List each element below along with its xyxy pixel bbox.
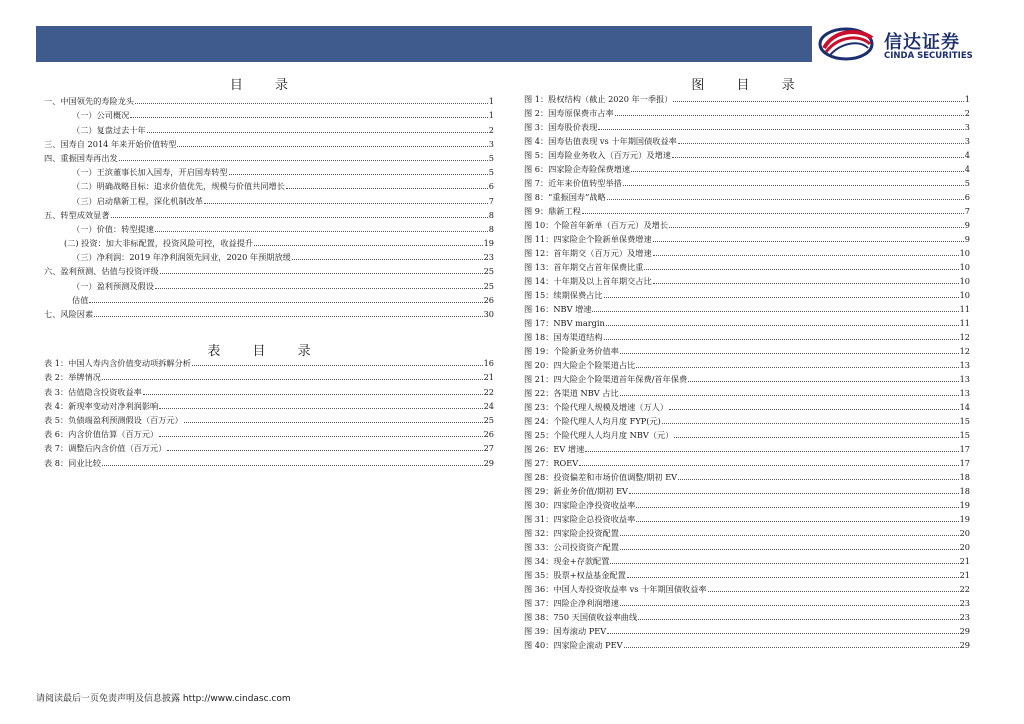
dot-leader — [678, 143, 964, 144]
toc-entry-page: 24 — [483, 400, 494, 411]
toc-entry-page: 12 — [959, 332, 970, 342]
toc-entry-page: 16 — [483, 358, 494, 369]
toc-entry-page: 3 — [964, 136, 970, 146]
toc-entry-page: 13 — [959, 360, 970, 370]
dot-leader — [631, 171, 964, 172]
toc-entry-label: 表 8：同业比较 — [44, 457, 101, 468]
toc-entry-label: 表 4：新现率变动对净利润影响 — [44, 400, 159, 411]
dot-leader — [669, 227, 964, 228]
dot-leader — [167, 450, 482, 451]
toc-entry-page: 14 — [959, 402, 970, 412]
dot-leader — [135, 103, 488, 104]
toc-entry[interactable] — [524, 244, 970, 258]
dot-leader — [620, 549, 959, 550]
toc-entry[interactable] — [524, 454, 970, 468]
toc-entry-label: 图 33：公司投资资产配置 — [524, 542, 619, 552]
dot-leader — [89, 302, 482, 303]
dot-leader — [160, 273, 483, 274]
toc-entry[interactable] — [524, 216, 970, 230]
toc-entry-label: （二）复盘过去十年 — [72, 124, 146, 135]
toc-entry[interactable] — [44, 120, 494, 134]
toc-entry[interactable] — [524, 580, 970, 594]
header-bar — [36, 26, 812, 62]
dot-leader — [102, 465, 483, 466]
toc-entry[interactable] — [524, 188, 970, 202]
toc-entry[interactable] — [524, 482, 970, 496]
toc-entry-page: 19 — [483, 238, 494, 249]
toc-entry-page: 3 — [964, 122, 970, 132]
toc-entry-label: 图 5：国寿险业务收入（百万元）及增速 — [524, 150, 671, 160]
toc-entry-label: 图 40：四家险企滚动 PEV — [524, 640, 623, 650]
dot-leader — [592, 311, 958, 312]
toc-entry-page: 2 — [488, 124, 494, 135]
dot-leader — [111, 217, 488, 218]
dot-leader — [155, 231, 488, 232]
toc-entry[interactable] — [524, 440, 970, 454]
toc-entry[interactable] — [524, 132, 970, 146]
dot-leader — [254, 245, 482, 246]
toc-entry-label: 图 18：国寿渠道结构 — [524, 332, 603, 342]
toc-entry-page: 23 — [483, 252, 494, 263]
toc-entry[interactable] — [524, 118, 970, 132]
toc-entry-page: 26 — [483, 429, 494, 440]
dot-leader — [623, 185, 964, 186]
toc-entry-label: 图 24：个险代理人人均月度 FYP(元) — [524, 416, 661, 426]
toc-entry[interactable] — [524, 356, 970, 370]
toc-entry[interactable] — [44, 382, 494, 396]
toc-entry-page: 15 — [959, 430, 970, 440]
dot-leader — [627, 577, 959, 578]
dot-leader — [653, 283, 959, 284]
toc-entry[interactable] — [524, 314, 970, 328]
toc-entry-label: 七、风险因素 — [44, 309, 94, 319]
toc-entry[interactable] — [524, 160, 970, 174]
toc-entry-label: 图 1：股权结构（截止 2020 年一季报） — [524, 94, 673, 104]
toc-entry[interactable] — [524, 552, 970, 566]
toc-entry[interactable] — [524, 608, 970, 622]
dot-leader — [159, 408, 482, 409]
toc-entry[interactable] — [44, 248, 494, 262]
toc-entry-page: 8 — [488, 209, 494, 220]
toc-entry-page: 10 — [959, 276, 970, 286]
toc-entry-page: 13 — [959, 388, 970, 398]
toc-entry-label: 图 19：个险新业务价值率 — [524, 346, 619, 356]
toc-entry-page: 10 — [959, 248, 970, 258]
toc-entry-page: 26 — [483, 294, 494, 305]
toc-entry-label: 表 5：负债端盈利预测假设（百万元） — [44, 414, 183, 425]
dot-leader — [119, 160, 488, 161]
toc-entry-label: （一）盈利预测及假设 — [72, 280, 154, 291]
toc-entry-page: 1 — [488, 96, 494, 107]
toc-entry-page: 21 — [483, 372, 494, 383]
toc-entry-page: 10 — [959, 262, 970, 272]
toc-entry[interactable] — [524, 258, 970, 272]
dot-leader — [585, 451, 958, 452]
toc-entry-label: 表 7：调整后内含价值（百万元） — [44, 443, 167, 454]
toc-entry-page: 6 — [964, 192, 970, 202]
toc-entry-page: 2 — [964, 108, 970, 118]
toc-entry[interactable] — [44, 305, 494, 319]
cinda-logo — [818, 22, 1008, 64]
toc-entry-label: 图 32：四家险企投资配置 — [524, 528, 619, 538]
toc-entry-label: 表 6：内含价值估算（百万元） — [44, 429, 159, 440]
toc-entry-label: 图 39：国寿滚动 PEV — [524, 626, 607, 636]
toc-entry-label: 图 13：首年期交占首年保费比重 — [524, 262, 644, 272]
toc-entry-label: 图 35：股票+权益基金配置 — [524, 570, 626, 580]
toc-entry-page: 1 — [488, 110, 494, 121]
toc-entry[interactable] — [44, 411, 494, 425]
dot-leader — [598, 129, 963, 130]
tables-toc-title: 表 目 录 — [207, 344, 325, 359]
toc-entry-label: 一、中国领先的寿险龙头 — [44, 96, 135, 107]
toc-entry[interactable] — [524, 636, 970, 650]
figures-toc-title: 图 目 录 — [691, 78, 809, 93]
toc-entry-label: 图 11：四家险企个险新单保费增速 — [524, 234, 652, 244]
toc-entry-label: 三、国寿自 2014 年来开始价值转型 — [44, 138, 177, 149]
toc-entry[interactable] — [44, 453, 494, 467]
toc-entry-label: 图 17：NBV margin — [524, 318, 605, 328]
toc-entry[interactable] — [44, 439, 494, 453]
toc-entry-page: 15 — [959, 416, 970, 426]
toc-entry-label: 图 2：国寿原保费市占率 — [524, 108, 614, 118]
dot-leader — [607, 199, 964, 200]
dot-leader — [582, 213, 964, 214]
dot-leader — [629, 493, 959, 494]
toc-entry-label: 图 34：现金+存款配置 — [524, 556, 610, 566]
footer-disclaimer[interactable]: 请阅读最后一页免责声明及信息披露 http://www.cindasc.com — [36, 694, 291, 704]
toc-entry-label: 图 20：四大险企个险渠道占比 — [524, 360, 636, 370]
toc-entry-label: 图 22：各渠道 NBV 占比 — [524, 388, 619, 398]
toc-entry-label: 图 29：新业务价值/期初 EV — [524, 486, 628, 496]
toc-entry[interactable] — [44, 234, 494, 248]
toc-entry[interactable] — [44, 177, 494, 191]
dot-leader — [102, 379, 483, 380]
dot-leader — [653, 241, 964, 242]
toc-entry[interactable] — [44, 206, 494, 220]
dot-leader — [610, 563, 958, 564]
toc-entry[interactable] — [524, 328, 970, 342]
toc-entry-label: 图 4：国寿估值表现 vs 十年期国债收益率 — [524, 136, 677, 146]
toc-entry-page: 19 — [959, 514, 970, 524]
dot-leader — [204, 203, 488, 204]
toc-entry[interactable] — [44, 368, 494, 382]
toc-entry-page: 21 — [959, 556, 970, 566]
table-of-contents — [44, 92, 494, 319]
toc-entry[interactable] — [524, 468, 970, 482]
dot-leader — [579, 465, 958, 466]
toc-entry-page: 7 — [964, 206, 970, 216]
toc-entry-page: 7 — [488, 195, 494, 206]
toc-entry-label: 图 38：750 天国债收益率曲线 — [524, 612, 638, 622]
toc-entry[interactable] — [524, 104, 970, 118]
dot-leader — [662, 423, 959, 424]
toc-entry[interactable] — [44, 92, 494, 106]
toc-entry-page: 8 — [488, 223, 494, 234]
toc-entry-label: （一）公司概况 — [72, 110, 130, 121]
toc-entry[interactable] — [44, 354, 494, 368]
toc-entry[interactable] — [44, 262, 494, 276]
toc-entry[interactable] — [524, 286, 970, 300]
toc-entry-label: 图 3：国寿股价表现 — [524, 122, 598, 132]
toc-entry-page: 18 — [959, 486, 970, 496]
toc-entry[interactable] — [524, 146, 970, 160]
toc-entry-label: （一）王滨董事长加入国寿，开启国寿转型 — [72, 167, 228, 178]
toc-entry[interactable] — [524, 496, 970, 510]
toc-entry[interactable] — [44, 191, 494, 205]
toc-entry[interactable] — [524, 384, 970, 398]
toc-entry-label: 四、重振国寿再出发 — [44, 152, 118, 163]
toc-entry-page: 5 — [488, 167, 494, 178]
toc-entry[interactable] — [44, 397, 494, 411]
toc-entry-label: 表 1：中国人寿内含价值变动项拆解分析 — [44, 358, 191, 369]
dot-leader — [636, 521, 958, 522]
dot-leader — [155, 288, 483, 289]
dot-leader — [636, 507, 958, 508]
toc-entry-page: 23 — [959, 612, 970, 622]
toc-entry-page: 17 — [959, 458, 970, 468]
toc-entry[interactable] — [524, 412, 970, 426]
toc-entry[interactable] — [524, 300, 970, 314]
dot-leader — [159, 436, 482, 437]
toc-entry-page: 6 — [488, 181, 494, 192]
dot-leader — [624, 647, 959, 648]
toc-entry-page: 5 — [488, 152, 494, 163]
toc-entry-page: 19 — [959, 500, 970, 510]
toc-entry-label: 图 7：近年来价值转型举措 — [524, 178, 622, 188]
toc-entry-label: 图 8：“重振国寿”战略 — [524, 192, 606, 202]
toc-entry-page: 4 — [964, 164, 970, 174]
dot-leader — [638, 619, 958, 620]
toc-entry-label: 表 3：估值隐含投资收益率 — [44, 386, 142, 397]
toc-entry-label: 图 30：四家险企净投资收益率 — [524, 500, 636, 510]
toc-entry[interactable] — [524, 524, 970, 538]
toc-entry-page: 22 — [483, 386, 494, 397]
toc-entry[interactable] — [524, 566, 970, 580]
toc-entry-page: 12 — [959, 346, 970, 356]
toc-entry-page: 25 — [483, 266, 494, 277]
dot-leader — [147, 132, 488, 133]
toc-entry-label: （三）启动鼎新工程，深化机制改革 — [72, 195, 204, 206]
toc-entry-label: 表 2：举牌情况 — [44, 372, 101, 383]
toc-entry-label: 图 31：四家险企总投资收益率 — [524, 514, 636, 524]
toc-entry[interactable] — [524, 426, 970, 440]
dot-leader — [604, 339, 959, 340]
toc-entry[interactable] — [44, 425, 494, 439]
toc-entry-label: 图 28：投资偏差和市场价值调整/期初 EV — [524, 472, 678, 482]
toc-entry-page: 23 — [959, 598, 970, 608]
toc-entry[interactable] — [524, 174, 970, 188]
toc-entry[interactable] — [524, 202, 970, 216]
toc-entry-label: 图 25：个险代理人人均月度 NBV（元） — [524, 430, 674, 440]
toc-entry[interactable] — [524, 398, 970, 412]
toc-entry-page: 27 — [483, 443, 494, 454]
toc-entry-page: 9 — [964, 234, 970, 244]
brand-name-en: CINDA SECURITIES — [884, 51, 973, 61]
cinda-logo-icon — [818, 22, 878, 64]
toc-entry-page: 13 — [959, 374, 970, 384]
toc-entry[interactable] — [44, 149, 494, 163]
toc-entry[interactable] — [44, 163, 494, 177]
toc-entry[interactable] — [44, 135, 494, 149]
dot-leader — [604, 297, 959, 298]
toc-entry-label: 图 21：四大险企个险渠道首年保费/首年保费 — [524, 374, 688, 384]
toc-entry[interactable] — [524, 342, 970, 356]
toc-entry-page: 25 — [483, 414, 494, 425]
toc-entry-page: 9 — [964, 220, 970, 230]
dot-leader — [653, 255, 959, 256]
toc-entry-page: 20 — [959, 542, 970, 552]
figures-of-contents — [524, 90, 970, 650]
dot-leader — [620, 605, 959, 606]
toc-entry-page: 18 — [959, 472, 970, 482]
dot-leader — [184, 422, 483, 423]
toc-entry-page: 29 — [959, 626, 970, 636]
toc-entry-page: 4 — [964, 150, 970, 160]
toc-entry-label: 图 15：续期保费占比 — [524, 290, 603, 300]
dot-leader — [177, 146, 487, 147]
dot-leader — [708, 591, 959, 592]
toc-entry-label: 图 36：中国人寿投资收益率 vs 十年期国债收益率 — [524, 584, 707, 594]
toc-entry[interactable] — [44, 106, 494, 120]
toc-entry-page: 22 — [959, 584, 970, 594]
dot-leader — [620, 395, 959, 396]
toc-entry[interactable] — [524, 230, 970, 244]
toc-entry-label: （二）明确战略目标：追求价值优先，规模与价值共同增长 — [72, 181, 285, 192]
dot-leader — [130, 117, 487, 118]
tables-of-contents — [44, 354, 494, 468]
toc-entry[interactable] — [524, 370, 970, 384]
dot-leader — [636, 367, 958, 368]
brand-name-cn: 信达证券 — [884, 32, 960, 53]
toc-entry-page: 30 — [483, 309, 494, 319]
toc-entry-page: 11 — [959, 304, 970, 314]
toc-entry-label: （一）价值：转型提速 — [72, 223, 154, 234]
toc-entry-label: 五、转型成效显著 — [44, 209, 110, 220]
toc-entry-page: 25 — [483, 280, 494, 291]
toc-entry-label: 图 37：四险企净利润增速 — [524, 598, 619, 608]
toc-entry[interactable] — [44, 291, 494, 305]
toc-entry-page: 3 — [488, 138, 494, 149]
toc-entry-page: 10 — [959, 290, 970, 300]
dot-leader — [143, 394, 483, 395]
dot-leader — [688, 381, 958, 382]
dot-leader — [620, 535, 959, 536]
toc-entry-page: 5 — [964, 178, 970, 188]
toc-entry-label: 图 16：NBV 增速 — [524, 304, 592, 314]
toc-entry-page: 20 — [959, 528, 970, 538]
toc-entry-label: （三）净利润：2019 年净利润领先同业，2020 年预期放缓 — [72, 252, 291, 263]
toc-entry-label: 图 23：个险代理人规模及增速（万人） — [524, 402, 669, 412]
dot-leader — [673, 101, 963, 102]
toc-entry[interactable] — [524, 594, 970, 608]
toc-entry-page: 29 — [483, 457, 494, 468]
toc-title: 目 录 — [229, 78, 303, 93]
dot-leader — [674, 437, 958, 438]
toc-entry-label: 图 10：个险首年新单（百万元）及增长 — [524, 220, 669, 230]
toc-entry-label: 图 6：四家险企寿险保费增速 — [524, 164, 631, 174]
toc-entry-label: 图 26：EV 增速 — [524, 444, 585, 454]
toc-entry[interactable] — [524, 622, 970, 636]
dot-leader — [192, 365, 483, 366]
toc-entry-label: 估值 — [72, 294, 89, 305]
dot-leader — [94, 316, 482, 317]
toc-entry[interactable] — [524, 90, 970, 104]
toc-entry[interactable] — [524, 510, 970, 524]
dot-leader — [669, 409, 959, 410]
toc-entry-label: 图 12：首年期交（百万元）及增速 — [524, 248, 652, 258]
toc-entry[interactable] — [524, 272, 970, 286]
toc-entry-page: 21 — [959, 570, 970, 580]
dot-leader — [672, 157, 964, 158]
dot-leader — [678, 479, 958, 480]
toc-entry[interactable] — [524, 538, 970, 552]
dot-leader — [292, 259, 483, 260]
dot-leader — [620, 353, 959, 354]
dot-leader — [229, 174, 488, 175]
toc-entry-page: 29 — [959, 640, 970, 650]
toc-entry-label: 六、盈利预测、估值与投资评级 — [44, 266, 159, 277]
toc-entry-label: 图 27：ROEV — [524, 458, 579, 468]
dot-leader — [286, 188, 488, 189]
toc-entry[interactable] — [44, 276, 494, 290]
dot-leader — [644, 269, 958, 270]
toc-entry-label: 图 9：鼎新工程 — [524, 206, 581, 216]
dot-leader — [615, 115, 964, 116]
toc-entry-page: 17 — [959, 444, 970, 454]
toc-entry-page: 11 — [959, 318, 970, 328]
toc-entry-label: 图 14：十年期及以上首年期交占比 — [524, 276, 652, 286]
dot-leader — [606, 325, 959, 326]
toc-entry-label: (二) 投资：加大非标配置，投资风险可控，收益提升 — [64, 238, 254, 249]
toc-entry-page: 1 — [964, 94, 970, 104]
dot-leader — [607, 633, 958, 634]
toc-entry[interactable] — [44, 220, 494, 234]
